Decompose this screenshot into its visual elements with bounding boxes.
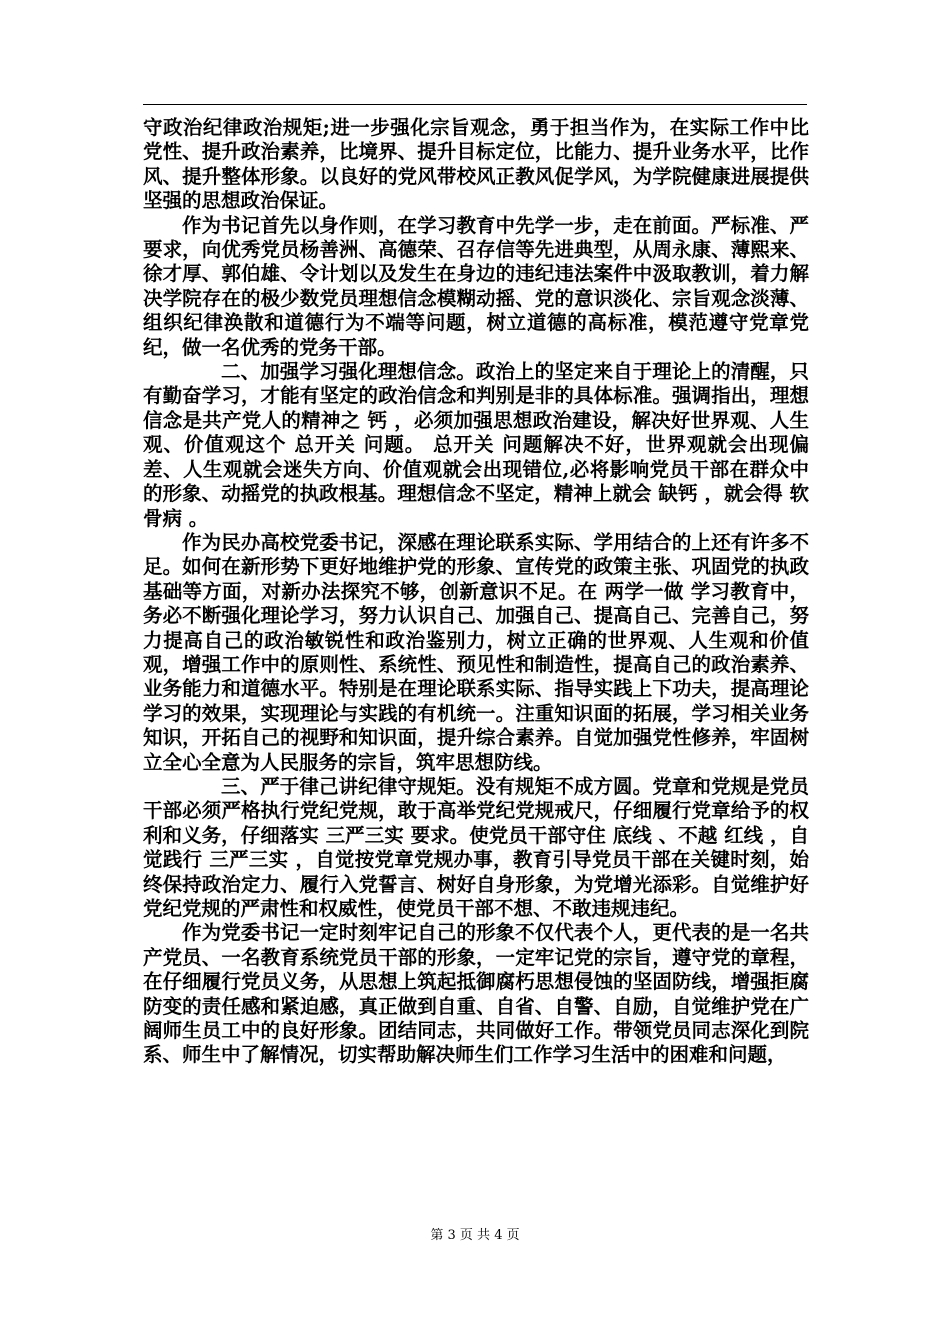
page-footer: 第 3 页 共 4 页 (430, 1228, 520, 1243)
paragraph-3-section-two: 二、加强学习强化理想信念。政治上的坚定来自于理论上的清醒，只有勤奋学习，才能有坚定的政治信念和判别是非的具体标准。强调指出，理想信念是共产党人的精神之 钙 ，必须加强思想政治建设，解决好世界观、人生观、价值观这个 总开关 问题。 总开关 问题解决不好，世界观就会出现偏差、人生观就会迷失方向、价值观就会出现错位,必将影响党员干部在群众中的形象、动摇党的执政根基。理想信念不坚定，精神上就会 缺钙 ，就会得 软骨病 。 (143, 360, 809, 530)
paragraph-2: 作为书记首先以身作则，在学习教育中先学一步，走在前面。严标准、严要求，向优秀党员杨善洲、高德荣、召存信等先进典型，从周永康、薄熙来、徐才厚、郭伯雄、令计划以及发生在身边的违纪违法案件中汲取教训，着力解决学院存在的极少数党员理想信念模糊动摇、党的意识淡化、宗旨观念淡薄、组织纪律涣散和道德行为不端等问题，树立道德的高标准，模范遵守党章党纪，做一名优秀的党务干部。 (143, 213, 809, 359)
paragraph-5-section-three: 三、严于律己讲纪律守规矩。没有规矩不成方圆。党章和党规是党员干部必须严格执行党纪党规，敢于高举党纪党规戒尺，仔细履行党章给予的权利和义务，仔细落实 三严三实 要求。使党员干部守住 底线 、不越 红线 ，自觉践行 三严三实 ，自觉按党章党规办事，教育引导党员干部在关键时刻，始终保持政治定力、履行入党誓言、树好自身形象，为党增光添彩。自觉维护好党纪党规的严肃性和权威性，使党员干部不想、不敢违规违纪。 (143, 774, 809, 920)
body-text (143, 116, 809, 1068)
paragraph-4: 作为民办高校党委书记，深感在理论联系实际、学用结合的上还有许多不足。如何在新形势下更好地维护党的形象、宣传党的政策主张、巩固党的执政基础等方面，对新办法探究不够，创新意识不足。在 两学一做 学习教育中，务必不断强化理论学习，努力认识自己、加强自己、提高自己、完善自己，努力提高自己的政治敏锐性和政治鉴别力，树立正确的世界观、人生观和价值观，增强工作中的原则性、系统性、预见性和制造性，提高自己的政治素养、业务能力和道德水平。特别是在理论联系实际、指导实践上下功夫，提高理论学习的效果，实现理论与实践的有机统一。注重知识面的拓展，学习相关业务知识，开拓自己的视野和知识面，提升综合素养。自觉加强党性修养，牢固树立全心全意为人民服务的宗旨，筑牢思想防线。 (143, 530, 809, 774)
paragraph-6: 作为党委书记一定时刻牢记自己的形象不仅代表个人，更代表的是一名共产党员、一名教育系统党员干部的形象，一定牢记党的宗旨，遵守党的章程，在仔细履行党员义务，从思想上筑起抵御腐朽思想侵蚀的坚固防线，增强拒腐防变的责任感和紧迫感，真正做到自重、自省、自警、自励，自觉维护党在广阔师生员工中的良好形象。团结同志，共同做好工作。带领党员同志深化到院系、师生中了解情况，切实帮助解决师生们工作学习生活中的困难和问题， (143, 921, 809, 1067)
paragraph-1: 守政治纪律政治规矩;进一步强化宗旨观念，勇于担当作为，在实际工作中比党性、提升政治素养，比境界、提升目标定位，比能力、提升业务水平，比作风、提升整体形象。以良好的党风带校风正教风促学风，为学院健康进展提供坚强的思想政治保证。 (143, 116, 809, 213)
header-rule (143, 104, 807, 105)
